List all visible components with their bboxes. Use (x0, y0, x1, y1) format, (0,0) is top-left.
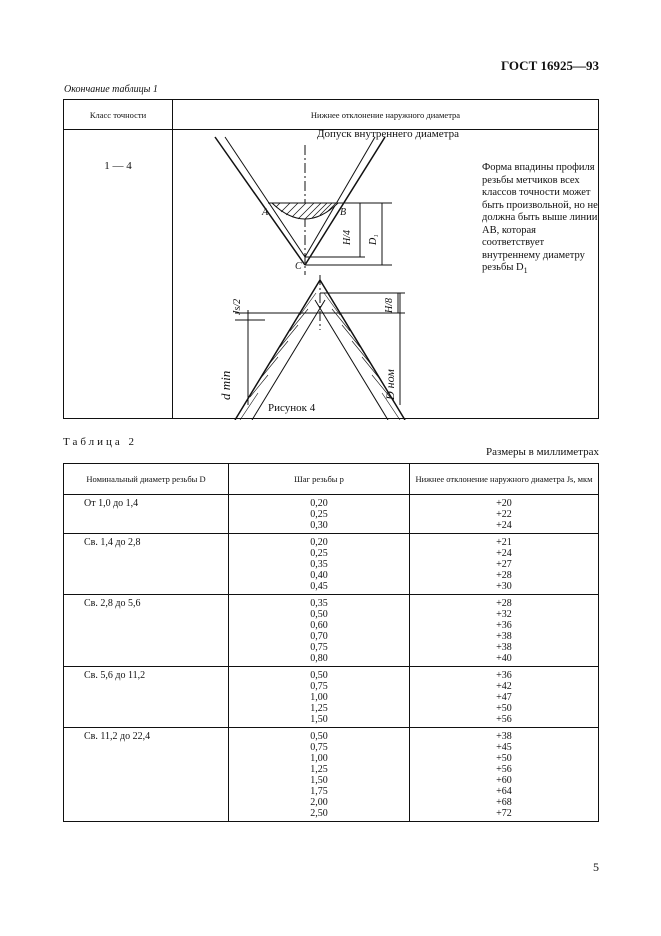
label-h4: H/4 (342, 230, 353, 245)
pitch-value: 0,50 (310, 731, 328, 742)
pitch-value: 0,20 (310, 537, 328, 548)
deviation-value: +56 (496, 714, 512, 725)
profile-right-line-inner (305, 137, 375, 257)
table2-header-deviation: Нижнее отклонение наружного диаметра Js, мкм (410, 464, 599, 495)
deviation-value: +30 (496, 581, 512, 592)
range-cell: Св. 5,6 до 11,2 (64, 667, 229, 728)
page-number: 5 (593, 860, 599, 874)
pitch-value: 0,35 (310, 598, 328, 609)
pitch-cell (229, 728, 410, 822)
label-dmin: d min (218, 370, 233, 400)
pitch-value: 1,50 (310, 714, 328, 725)
thread-root-note: Форма впадины профиля резьбы метчиков всех классов точности может быть произвольной, но не должна быть выше линии АВ, которая соответствует внутреннему диаметру резьбы $D_1$ (482, 162, 598, 276)
pitch-value: 0,50 (310, 670, 328, 681)
table1-col2-header: Нижнее отклонение наружного диаметра (173, 100, 599, 130)
deviation-value: +24 (496, 520, 512, 531)
deviation-value: +56 (496, 764, 512, 775)
label-dnom: D ном (383, 369, 397, 400)
pitch-value: 0,40 (310, 570, 328, 581)
pitch-value: 0,30 (310, 520, 328, 531)
range-cell: Св. 2,8 до 5,6 (64, 595, 229, 667)
deviation-value: +21 (496, 537, 512, 548)
label-js2: Js/2 (232, 298, 243, 315)
profile-left-line-outer (215, 137, 305, 265)
gost-header: ГОСТ 16925—93 (500, 58, 599, 73)
deviation-value: +50 (496, 703, 512, 714)
deviation-cell (410, 495, 599, 534)
pitch-value: 1,50 (310, 775, 328, 786)
pitch-value: 2,00 (310, 797, 328, 808)
profile-left-line-inner (225, 137, 305, 257)
pitch-value: 1,25 (310, 703, 328, 714)
table2-row (64, 595, 599, 667)
deviation-value: +28 (496, 570, 512, 581)
figure-caption: Рисунок 4 (268, 402, 316, 414)
table1-col1-header: Класс точности (64, 100, 173, 130)
table1-class-value: 1 — 4 (104, 160, 132, 172)
pitch-value: 0,20 (310, 498, 328, 509)
deviation-value: +40 (496, 653, 512, 664)
deviation-cell (410, 595, 599, 667)
deviation-value: +60 (496, 775, 512, 786)
pitch-value: 0,80 (310, 653, 328, 664)
pitch-cell (229, 495, 410, 534)
deviation-cell (410, 534, 599, 595)
deviation-value: +50 (496, 753, 512, 764)
pitch-value: 0,60 (310, 620, 328, 631)
table2-header-pitch: Шаг резьбы p (229, 464, 410, 495)
pitch-value: 0,75 (310, 681, 328, 692)
thread-right-inner (315, 300, 388, 420)
pitch-value: 2,50 (310, 808, 328, 819)
deviation-value: +38 (496, 642, 512, 653)
deviation-value: +64 (496, 786, 512, 797)
deviation-value: +20 (496, 498, 512, 509)
pitch-cell (229, 534, 410, 595)
deviation-value: +38 (496, 631, 512, 642)
pitch-cell (229, 595, 410, 667)
table2-caption: Таблица 2 (63, 436, 138, 448)
pitch-value: 1,75 (310, 786, 328, 797)
deviation-value: +36 (496, 620, 512, 631)
label-c: C (295, 261, 302, 272)
pitch-value: 0,75 (310, 642, 328, 653)
pitch-value: 0,35 (310, 559, 328, 570)
table1-continuation-caption: Окончание таблицы 1 (64, 84, 158, 95)
pitch-value: 1,00 (310, 692, 328, 703)
deviation-value: +72 (496, 808, 512, 819)
pitch-value: 1,00 (310, 753, 328, 764)
table2-row (64, 667, 599, 728)
deviation-cell (410, 667, 599, 728)
range-cell: Св. 11,2 до 22,4 (64, 728, 229, 822)
deviation-value: +42 (496, 681, 512, 692)
table2-row (64, 534, 599, 595)
deviation-value: +22 (496, 509, 512, 520)
label-h8: H/8 (384, 298, 395, 313)
deviation-value: +68 (496, 797, 512, 808)
pitch-value: 0,25 (310, 548, 328, 559)
table2-row (64, 495, 599, 534)
deviation-value: +38 (496, 731, 512, 742)
range-cell: От 1,0 до 1,4 (64, 495, 229, 534)
deviation-value: +36 (496, 670, 512, 681)
deviation-value: +24 (496, 548, 512, 559)
table2-body (64, 495, 599, 822)
label-a: A (262, 207, 269, 218)
label-b: B (340, 207, 347, 218)
deviation-value: +47 (496, 692, 512, 703)
deviation-value: +45 (496, 742, 512, 753)
range-cell: Св. 1,4 до 2,8 (64, 534, 229, 595)
table2-header-diameter: Номинальный диаметр резьбы D (64, 464, 229, 495)
table2-units: Размеры в миллиметрах (486, 446, 599, 458)
pitch-value: 0,75 (310, 742, 328, 753)
pitch-value: 0,70 (310, 631, 328, 642)
pitch-value: 0,45 (310, 581, 328, 592)
table2-row (64, 728, 599, 822)
deviation-value: +32 (496, 609, 512, 620)
figure-title: Допуск внутреннего диаметра (317, 128, 459, 140)
pitch-value: 1,25 (310, 764, 328, 775)
deviation-value: +27 (496, 559, 512, 570)
pitch-cell (229, 667, 410, 728)
pitch-value: 0,50 (310, 609, 328, 620)
deviation-cell (410, 728, 599, 822)
label-d1: D₁ (368, 234, 379, 245)
table2 (63, 463, 599, 822)
figure-4-drawing (180, 135, 480, 420)
pitch-value: 0,25 (310, 509, 328, 520)
deviation-value: +28 (496, 598, 512, 609)
